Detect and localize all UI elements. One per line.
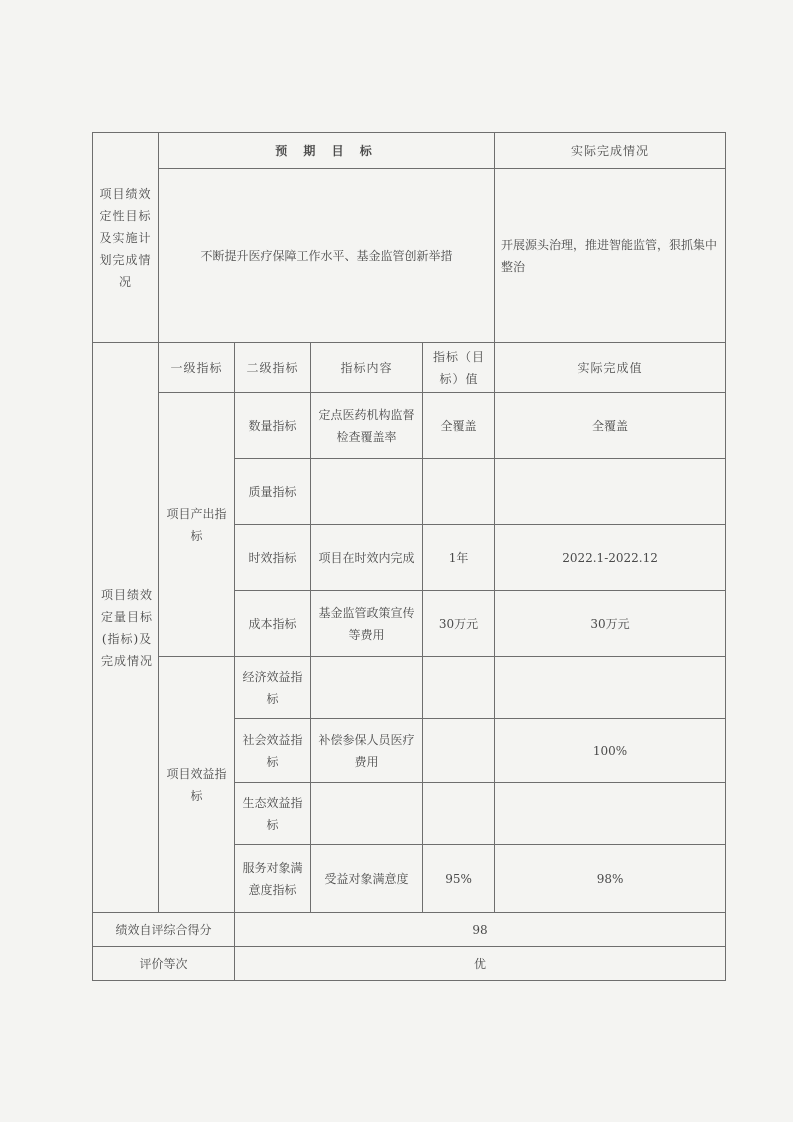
row-level2: 社会效益指标 <box>235 719 311 783</box>
row-content <box>311 783 423 845</box>
header-target: 指标（目标）值 <box>423 343 495 393</box>
actual-completion-header: 实际完成情况 <box>495 133 726 169</box>
row-level2: 时效指标 <box>235 525 311 591</box>
row-level2: 服务对象满意度指标 <box>235 845 311 913</box>
section1-label: 项目绩效定性目标及实施计划完成情况 <box>93 133 159 343</box>
row-level2: 数量指标 <box>235 393 311 459</box>
row-content <box>311 657 423 719</box>
actual-completion-text: 开展源头治理，推进智能监管，狠抓集中整治 <box>495 169 726 343</box>
row-content: 受益对象满意度 <box>311 845 423 913</box>
group-output: 项目产出指标 <box>159 393 235 657</box>
header-level1: 一级指标 <box>159 343 235 393</box>
expected-goal-text: 不断提升医疗保障工作水平、基金监管创新举措 <box>159 169 495 343</box>
score-label: 绩效自评综合得分 <box>93 913 235 947</box>
grade-label: 评价等次 <box>93 947 235 981</box>
row-target <box>423 719 495 783</box>
row-level2: 质量指标 <box>235 459 311 525</box>
header-level2: 二级指标 <box>235 343 311 393</box>
group-benefit: 项目效益指标 <box>159 657 235 913</box>
row-target: 30万元 <box>423 591 495 657</box>
expected-goal-header: 预 期 目 标 <box>159 133 495 169</box>
row-actual: 全覆盖 <box>495 393 726 459</box>
performance-table <box>92 132 726 981</box>
row-actual <box>495 459 726 525</box>
row-level2: 成本指标 <box>235 591 311 657</box>
row-content <box>311 459 423 525</box>
row-target <box>423 657 495 719</box>
row-content: 定点医药机构监督检查覆盖率 <box>311 393 423 459</box>
row-target: 95% <box>423 845 495 913</box>
grade-value: 优 <box>235 947 726 981</box>
row-content: 补偿参保人员医疗费用 <box>311 719 423 783</box>
row-level2: 生态效益指标 <box>235 783 311 845</box>
row-target: 1年 <box>423 525 495 591</box>
row-content: 项目在时效内完成 <box>311 525 423 591</box>
row-target: 全覆盖 <box>423 393 495 459</box>
header-actual: 实际完成值 <box>495 343 726 393</box>
header-content: 指标内容 <box>311 343 423 393</box>
row-actual: 100% <box>495 719 726 783</box>
row-actual: 2022.1-2022.12 <box>495 525 726 591</box>
score-value: 98 <box>235 913 726 947</box>
row-target <box>423 459 495 525</box>
row-actual: 98% <box>495 845 726 913</box>
row-level2: 经济效益指标 <box>235 657 311 719</box>
row-actual: 30万元 <box>495 591 726 657</box>
row-content: 基金监管政策宣传等费用 <box>311 591 423 657</box>
row-actual <box>495 657 726 719</box>
row-target <box>423 783 495 845</box>
row-actual <box>495 783 726 845</box>
section2-label: 项目绩效定量目标(指标)及完成情况 <box>93 343 159 913</box>
